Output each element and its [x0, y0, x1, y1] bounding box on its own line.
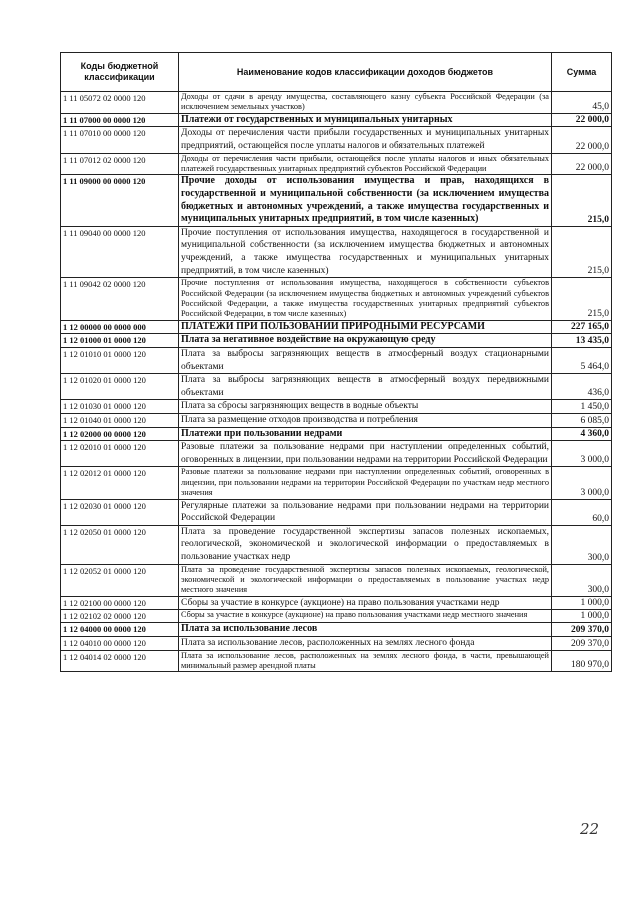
name-cell: Разовые платежи за пользование недрами при наступлении определенных событий, оговоренных в лицензии, при пользовании недрами на территории Российской Федерации по участкам недр местного значения	[179, 467, 552, 499]
code-cell: 1 12 01020 01 0000 120	[61, 374, 179, 400]
name-cell: Плата за использование лесов, расположенных на землях лесного фонда, в части, превышающей минимальный размер арендной платы	[179, 650, 552, 672]
table-row	[61, 623, 612, 637]
code-cell: 1 12 01010 01 0000 120	[61, 347, 179, 373]
table-row	[61, 636, 612, 650]
sum-cell: 45,0	[552, 92, 612, 114]
table-row	[61, 427, 612, 441]
name-cell: Доходы от сдачи в аренду имущества, составляющего казну субъекта Российской Федерации (за исключением земельных участков)	[179, 92, 552, 114]
sum-cell: 1 000,0	[552, 610, 612, 623]
name-cell: Плата за негативное воздействие на окружающую среду	[179, 334, 552, 348]
name-cell: Платежи при пользовании недрами	[179, 427, 552, 441]
code-cell: 1 12 02050 01 0000 120	[61, 525, 179, 564]
table-row	[61, 226, 612, 277]
table-row	[61, 525, 612, 564]
table-row	[61, 92, 612, 114]
name-cell: Плата за выбросы загрязняющих веществ в атмосферный воздух передвижными объектами	[179, 374, 552, 400]
code-cell: 1 12 02102 02 0000 120	[61, 610, 179, 623]
code-cell: 1 11 07012 02 0000 120	[61, 153, 179, 175]
code-cell: 1 12 01030 01 0000 120	[61, 400, 179, 414]
code-cell: 1 12 02012 01 0000 120	[61, 467, 179, 499]
sum-cell: 22 000,0	[552, 127, 612, 153]
name-cell: Плата за выбросы загрязняющих веществ в атмосферный воздух стационарными объектами	[179, 347, 552, 373]
code-cell: 1 12 00000 00 0000 000	[61, 320, 179, 334]
table-row	[61, 127, 612, 153]
name-cell: Плата за сбросы загрязняющих веществ в водные объекты	[179, 400, 552, 414]
table-row	[61, 153, 612, 175]
sum-cell: 60,0	[552, 499, 612, 525]
name-cell: Плата за использование лесов	[179, 623, 552, 637]
name-cell: Прочие поступления от использования имущества, находящегося в государственной и муниципальной собственности (за исключением имущества бюджетных и автономных учреждений, а также имущества государственных и муниципальных унитарных предприятий, в том числе казенных)	[179, 226, 552, 277]
sum-cell: 3 000,0	[552, 441, 612, 467]
sum-cell: 215,0	[552, 226, 612, 277]
sum-cell: 6 085,0	[552, 413, 612, 427]
table-row	[61, 175, 612, 226]
page-number: 22	[580, 820, 600, 838]
code-cell: 1 11 07000 00 0000 120	[61, 113, 179, 127]
table-row	[61, 113, 612, 127]
table-row	[61, 374, 612, 400]
code-cell: 1 12 01000 01 0000 120	[61, 334, 179, 348]
table-body	[61, 92, 612, 672]
table-row	[61, 400, 612, 414]
name-cell: Плата за размещение отходов производства и потребления	[179, 413, 552, 427]
sum-cell: 4 360,0	[552, 427, 612, 441]
sum-cell: 209 370,0	[552, 636, 612, 650]
code-cell: 1 12 04010 00 0000 120	[61, 636, 179, 650]
code-cell: 1 12 01040 01 0000 120	[61, 413, 179, 427]
table-row	[61, 413, 612, 427]
code-cell: 1 11 05072 02 0000 120	[61, 92, 179, 114]
header-name-column: Наименование кодов классификации доходов бюджетов	[179, 53, 552, 92]
code-cell: 1 12 02000 00 0000 120	[61, 427, 179, 441]
code-cell: 1 12 04000 00 0000 120	[61, 623, 179, 637]
sum-cell: 227 165,0	[552, 320, 612, 334]
table-row	[61, 278, 612, 321]
table-row	[61, 334, 612, 348]
sum-cell: 215,0	[552, 175, 612, 226]
table-row	[61, 467, 612, 499]
name-cell: Регулярные платежи за пользование недрами при пользовании недрами на территории Российской Федерации	[179, 499, 552, 525]
sum-cell: 22 000,0	[552, 113, 612, 127]
code-cell: 1 11 09042 02 0000 120	[61, 278, 179, 321]
code-cell: 1 11 07010 00 0000 120	[61, 127, 179, 153]
name-cell: Прочие доходы от использования имущества и прав, находящихся в государственной и муниципальной собственности (за исключением имущества бюджетных и автономных учреждений, а также имущества государственных и муниципальных унитарных предприятий, в том числе казенных)	[179, 175, 552, 226]
name-cell: Доходы от перечисления части прибыли государственных и муниципальных унитарных предприятий, остающейся после уплаты налогов и обязательных платежей	[179, 127, 552, 153]
name-cell: Плата за проведение государственной экспертизы запасов полезных ископаемых, геологической, экономической и экологической информации о предоставляемых в пользование участках недр местного значения	[179, 564, 552, 596]
name-cell: Доходы от перечисления части прибыли, остающейся после уплаты налогов и иных обязательных платежей государственных унитарных предприятий субъектов Российской Федерации	[179, 153, 552, 175]
name-cell: Сборы за участие в конкурсе (аукционе) на право пользования участками недр	[179, 596, 552, 610]
name-cell: Плата за использование лесов, расположенных на землях лесного фонда	[179, 636, 552, 650]
sum-cell: 5 464,0	[552, 347, 612, 373]
sum-cell: 436,0	[552, 374, 612, 400]
code-cell: 1 12 02100 00 0000 120	[61, 596, 179, 610]
sum-cell: 1 000,0	[552, 596, 612, 610]
name-cell: Разовые платежи за пользование недрами при наступлении определенных событий, оговоренных в лицензии, при пользовании недрами на территории Российской Федерации	[179, 441, 552, 467]
code-cell: 1 11 09000 00 0000 120	[61, 175, 179, 226]
table-header-row	[61, 53, 612, 92]
sum-cell: 300,0	[552, 525, 612, 564]
table-row	[61, 499, 612, 525]
sum-cell: 209 370,0	[552, 623, 612, 637]
sum-cell: 13 435,0	[552, 334, 612, 348]
header-sum-column: Сумма	[552, 53, 612, 92]
sum-cell: 3 000,0	[552, 467, 612, 499]
header-code-column: Коды бюджетной классификации	[61, 53, 179, 92]
table-row	[61, 596, 612, 610]
code-cell: 1 12 04014 02 0000 120	[61, 650, 179, 672]
sum-cell: 1 450,0	[552, 400, 612, 414]
table-row	[61, 320, 612, 334]
code-cell: 1 11 09040 00 0000 120	[61, 226, 179, 277]
table-row	[61, 347, 612, 373]
sum-cell: 22 000,0	[552, 153, 612, 175]
name-cell: ПЛАТЕЖИ ПРИ ПОЛЬЗОВАНИИ ПРИРОДНЫМИ РЕСУРСАМИ	[179, 320, 552, 334]
table-row	[61, 610, 612, 623]
table-row	[61, 441, 612, 467]
code-cell: 1 12 02030 01 0000 120	[61, 499, 179, 525]
code-cell: 1 12 02052 01 0000 120	[61, 564, 179, 596]
sum-cell: 300,0	[552, 564, 612, 596]
table-row	[61, 650, 612, 672]
budget-revenue-table	[60, 52, 612, 672]
name-cell: Сборы за участие в конкурсе (аукционе) на право пользования участками недр местного значения	[179, 610, 552, 623]
sum-cell: 215,0	[552, 278, 612, 321]
sum-cell: 180 970,0	[552, 650, 612, 672]
name-cell: Плата за проведение государственной экспертизы запасов полезных ископаемых, геологической, экономической и экологической информации о предоставляемых в пользование участках недр	[179, 525, 552, 564]
code-cell: 1 12 02010 01 0000 120	[61, 441, 179, 467]
name-cell: Прочие поступления от использования имущества, находящегося в собственности субъектов Российской Федерации (за исключением имущества бюджетных и автономных учреждений субъектов Российской Федерации, а также имущества государственных унитарных предприятий субъектов Российской Федерации, в том числе казенных)	[179, 278, 552, 321]
name-cell: Платежи от государственных и муниципальных унитарных	[179, 113, 552, 127]
table-row	[61, 564, 612, 596]
